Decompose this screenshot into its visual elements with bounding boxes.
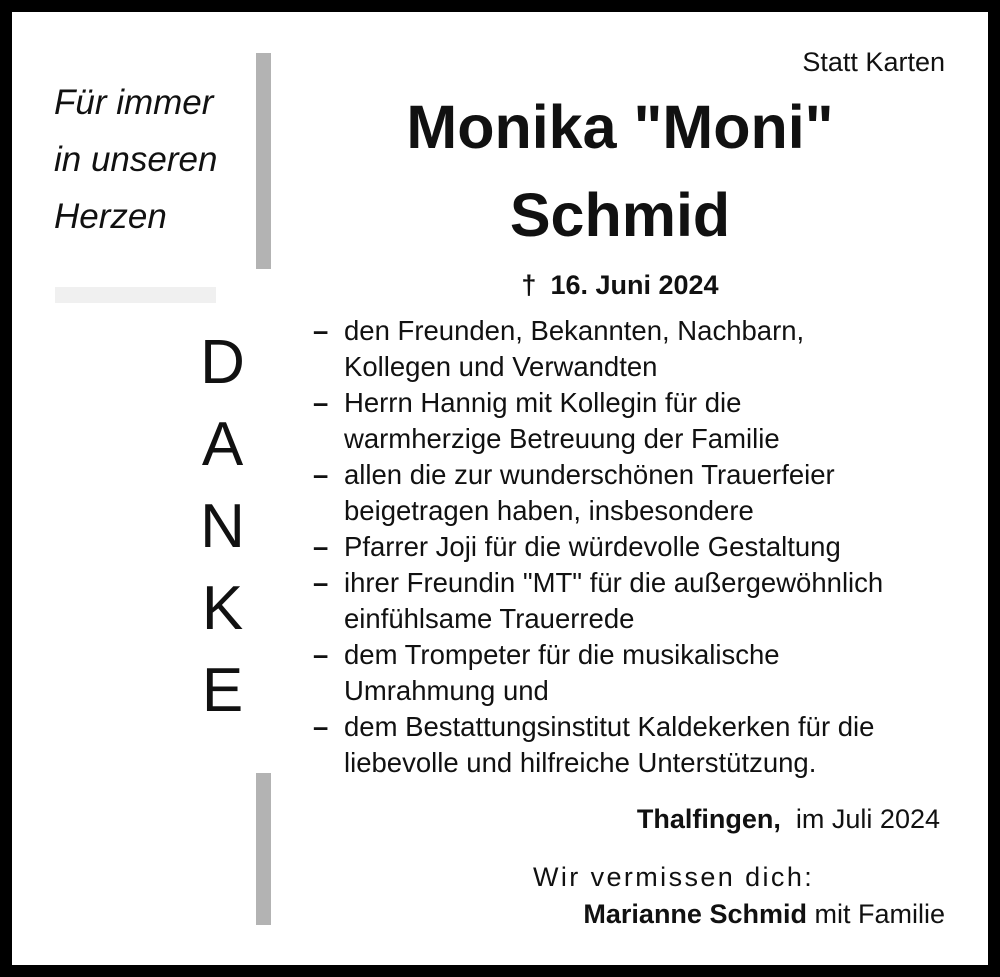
motto-line: Herzen xyxy=(54,197,167,236)
motto-line: Für immer xyxy=(54,83,214,122)
danke-letter: A xyxy=(201,410,244,479)
miss-line: Wir vermissen dich: xyxy=(533,862,815,892)
list-item-line: – den Freunden, Bekannten, Nachbarn, xyxy=(344,315,805,346)
list-item xyxy=(313,313,883,385)
list-item-line: – Pfarrer Joji für die würdevolle Gestaltung xyxy=(344,531,841,562)
death-date-text: 16. Juni 2024 xyxy=(550,270,719,300)
danke-letter: E xyxy=(201,656,244,725)
list-item xyxy=(313,385,883,457)
list-item-line: – dem Bestattungsinstitut Kaldekerken für die xyxy=(344,711,875,742)
danke-letter: N xyxy=(200,492,245,561)
divider-bar-short xyxy=(55,287,216,303)
list-item xyxy=(313,709,883,781)
list-item-line: – allen die zur wunderschönen Trauerfeier xyxy=(344,459,835,490)
signer-name: Marianne Schmid xyxy=(583,899,807,929)
list-item xyxy=(313,565,883,637)
list-item-line: – ihrer Freundin "MT" für die außergewöhnlich xyxy=(344,567,884,598)
list-item-line: Kollegen und Verwandten xyxy=(344,351,658,382)
divider-bar-top xyxy=(256,53,271,269)
divider-bar-bottom xyxy=(256,773,271,925)
list-item xyxy=(313,637,883,709)
danke-letter: D xyxy=(200,328,245,397)
death-date xyxy=(290,270,950,301)
list-item-line: beigetragen haben, insbesondere xyxy=(344,495,754,526)
motto xyxy=(54,74,217,245)
motto-line: in unseren xyxy=(54,140,218,179)
list-item-line: – dem Trompeter für die musikalische xyxy=(344,639,780,670)
cross-icon: † xyxy=(521,270,537,300)
list-item-line: liebevolle und hilfreiche Unterstützung. xyxy=(344,747,817,778)
list-item-line: – Herrn Hannig mit Kollegin für die xyxy=(344,387,742,418)
deceased-name xyxy=(290,83,950,259)
list-item xyxy=(313,457,883,529)
name-line-1: Monika "Moni" xyxy=(406,93,834,161)
danke-letter: K xyxy=(201,574,244,643)
danke-vertical xyxy=(180,322,265,732)
list-item-line: einfühlsame Trauerrede xyxy=(344,603,635,634)
place-month: im Juli 2024 xyxy=(795,804,940,834)
statt-karten: Statt Karten xyxy=(802,47,945,77)
list-item-line: Umrahmung und xyxy=(344,675,549,706)
list-item xyxy=(313,529,883,565)
signer-suffix: mit Familie xyxy=(814,899,945,929)
list-item-line: warmherzige Betreuung der Familie xyxy=(344,423,780,454)
thanks-list xyxy=(313,313,883,781)
signer xyxy=(583,899,945,930)
place-date xyxy=(637,804,940,835)
name-line-2: Schmid xyxy=(509,181,731,249)
place-town: Thalfingen, xyxy=(636,804,781,834)
